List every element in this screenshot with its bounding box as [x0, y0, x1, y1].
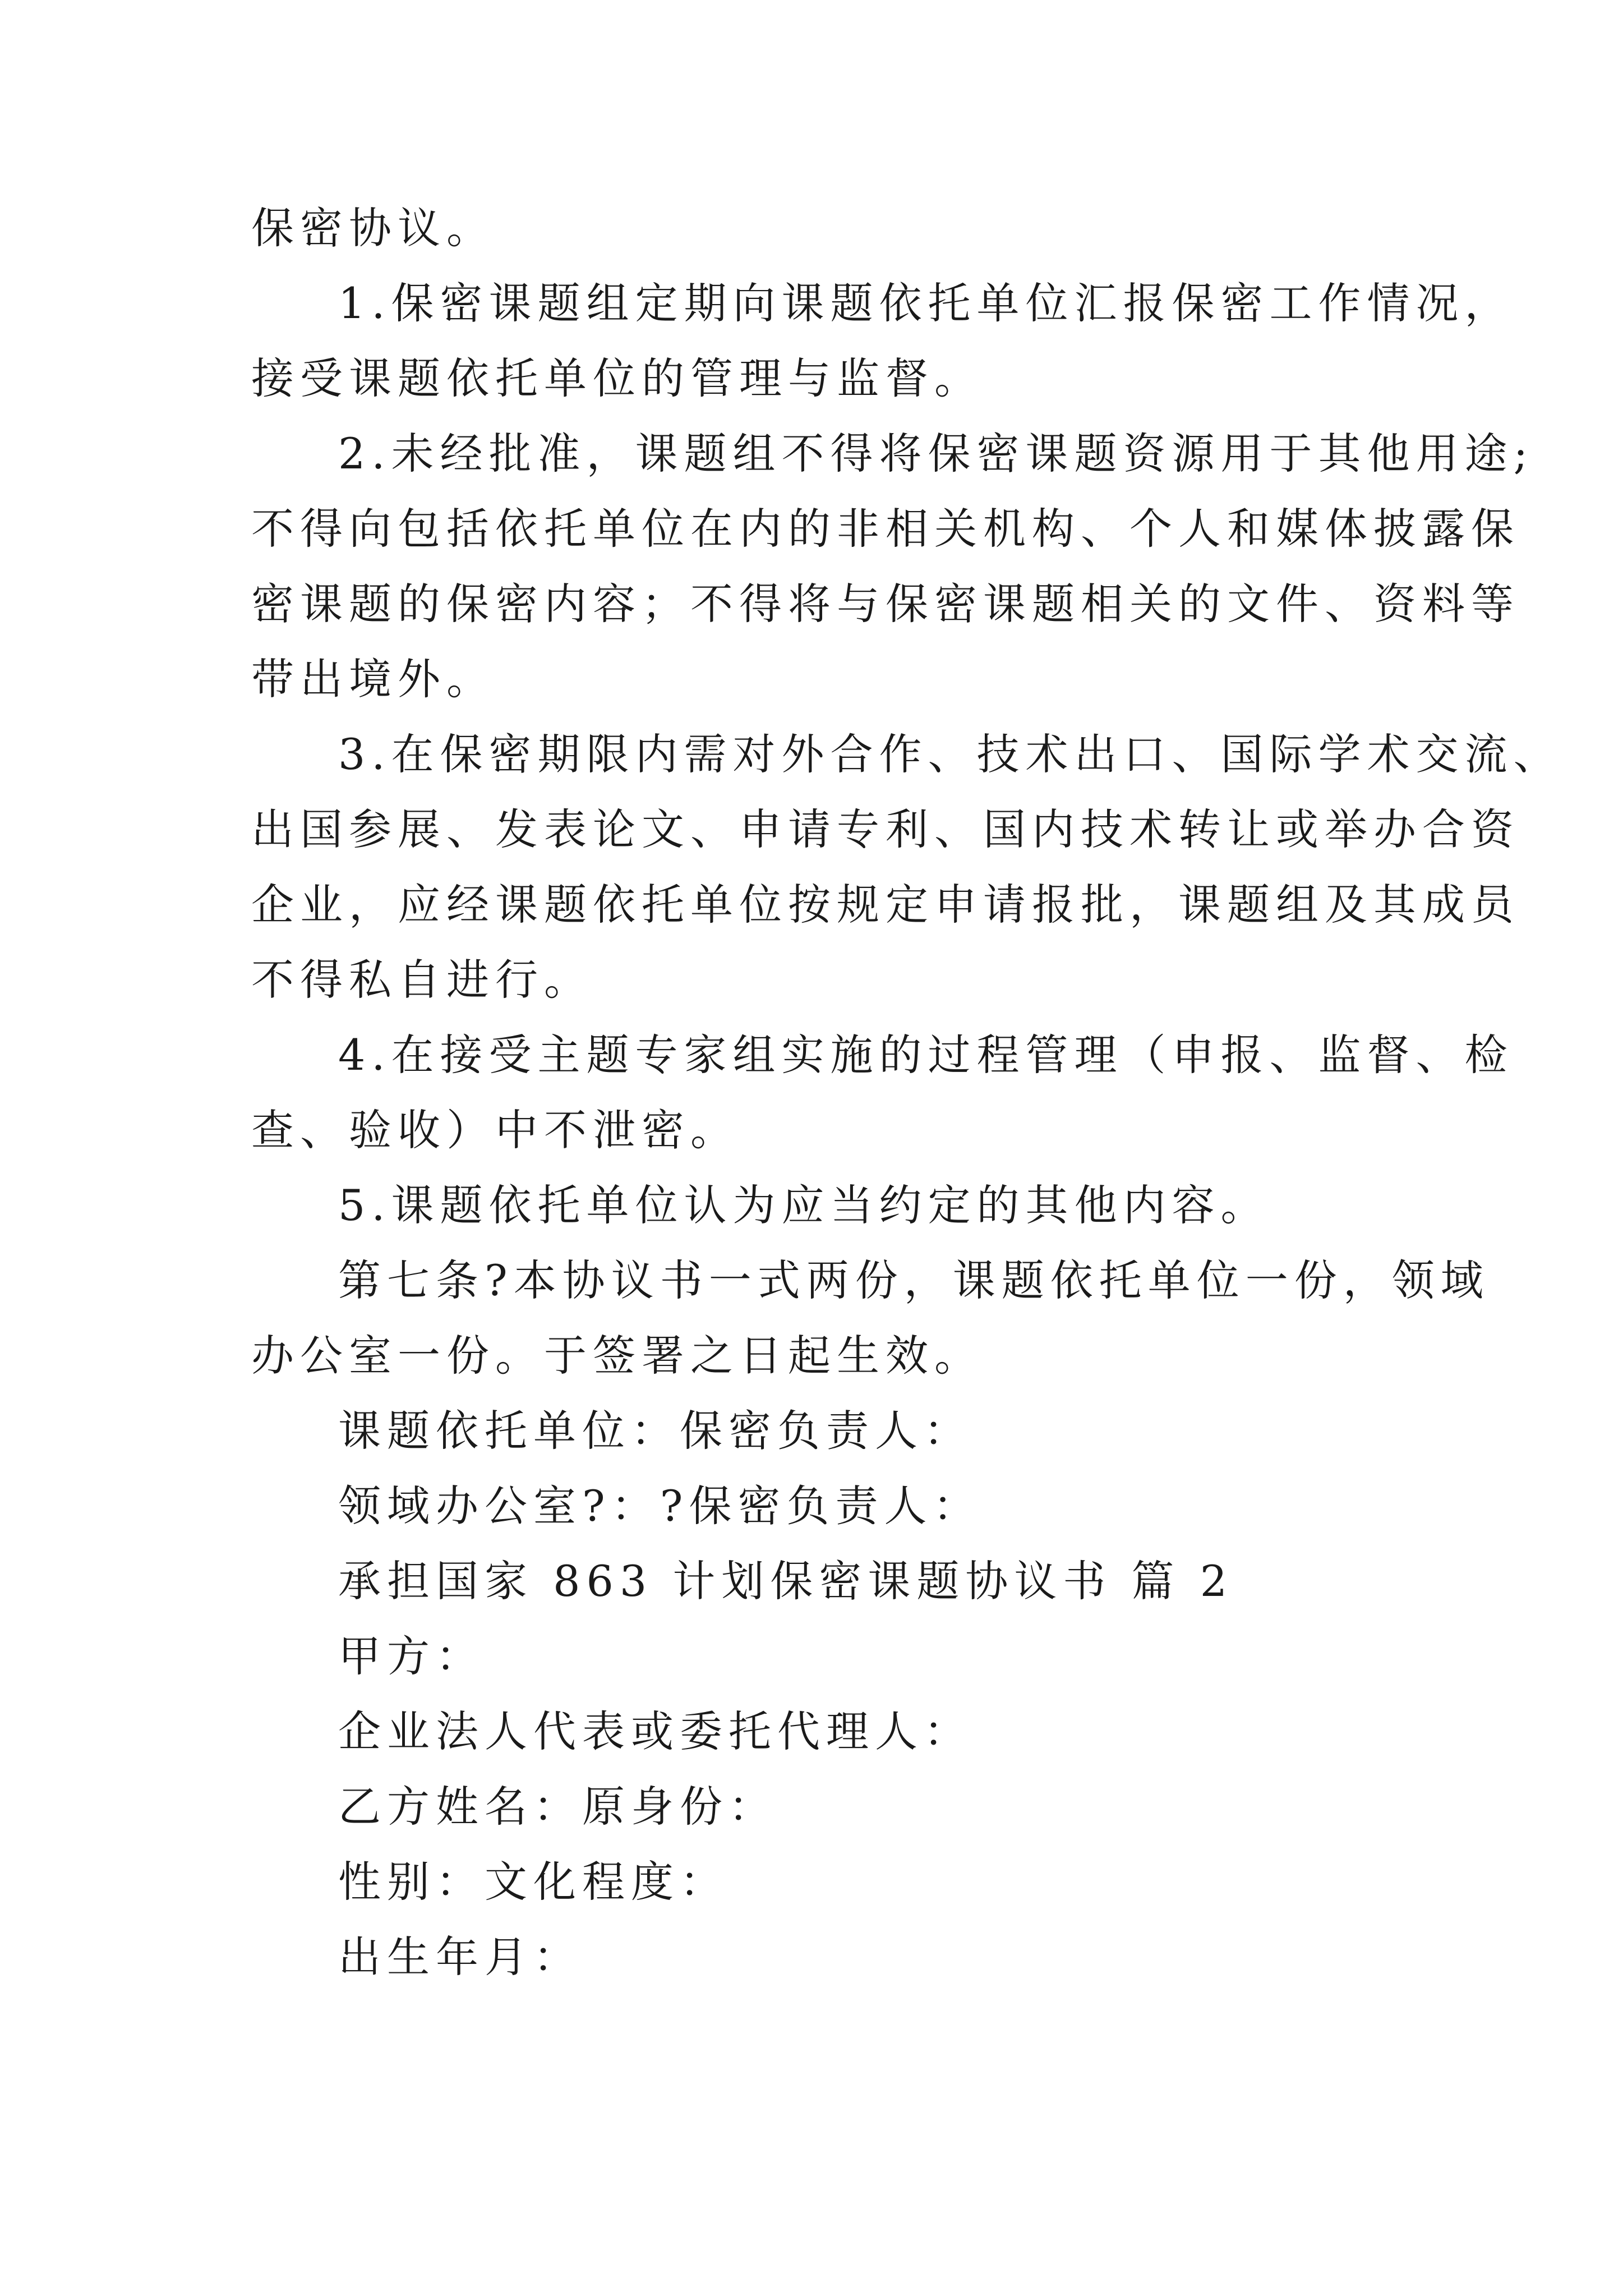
- clause-3: 3.在保密期限内需对外合作、技术出口、国际学术交流、: [338, 729, 1562, 779]
- signature-field-unit: 课题依托单位：保密负责人：: [338, 1406, 972, 1456]
- gender-education-field: 性别：文化程度：: [338, 1857, 728, 1907]
- representative-field: 企业法人代表或委托代理人：: [338, 1706, 972, 1756]
- signature-field-office: 领域办公室?：?保密负责人：: [338, 1481, 982, 1531]
- birth-date-field: 出生年月：: [338, 1932, 582, 1982]
- text-line: 密课题的保密内容；不得将与保密课题相关的文件、资料等: [251, 579, 1520, 629]
- clause-5: 5.课题依托单位认为应当约定的其他内容。: [338, 1180, 1270, 1230]
- text-line: 不得私自进行。: [251, 955, 593, 1005]
- clause-4: 4.在接受主题专家组实施的过程管理（申报、监督、检: [338, 1030, 1514, 1080]
- text-line: 不得向包括依托单位在内的非相关机构、个人和媒体披露保: [251, 504, 1520, 554]
- clause-2: 2.未经批准，课题组不得将保密课题资源用于其他用途;: [338, 429, 1534, 478]
- article-7: 第七条?本协议书一式两份，课题依托单位一份，领域: [338, 1255, 1490, 1305]
- party-a-field: 甲方：: [338, 1631, 485, 1681]
- party-b-field: 乙方姓名：原身份：: [338, 1782, 777, 1832]
- text-line: 企业，应经课题依托单位按规定申请报批，课题组及其成员: [251, 880, 1520, 930]
- text-line: 办公室一份。于签署之日起生效。: [251, 1331, 983, 1381]
- text-line: 保密协议。: [251, 203, 495, 253]
- clause-1: 1.保密课题组定期向课题依托单位汇报保密工作情况，: [338, 278, 1514, 328]
- text-line: 接受课题依托单位的管理与监督。: [251, 353, 983, 403]
- document-body: [251, 191, 1562, 1995]
- text-line: 查、验收）中不泄密。: [251, 1105, 739, 1155]
- section-heading: 承担国家 863 计划保密课题协议书 篇 2: [338, 1556, 1234, 1606]
- text-line: 出国参展、发表论文、申请专利、国内技术转让或举办合资: [251, 804, 1520, 854]
- text-line: 带出境外。: [251, 654, 495, 704]
